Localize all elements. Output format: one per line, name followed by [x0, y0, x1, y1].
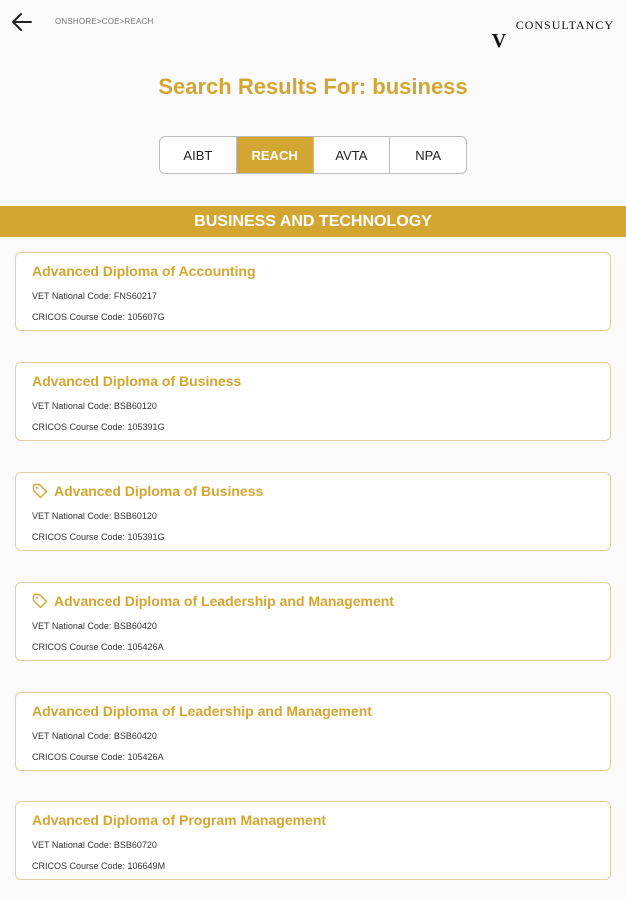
brand-logo: V CONSULTANCY — [491, 18, 614, 52]
course-title: Advanced Diploma of Program Management — [32, 812, 327, 828]
cricos-code: CRICOS Course Code: 105391G — [32, 422, 165, 432]
course-card[interactable] — [15, 252, 611, 331]
vet-code: VET National Code: FNS60217 — [32, 291, 157, 301]
course-card[interactable] — [15, 472, 611, 551]
logo-text: CONSULTANCY — [515, 18, 614, 32]
vet-code: VET National Code: BSB60120 — [32, 511, 157, 521]
course-title: Advanced Diploma of Leadership and Management — [32, 703, 372, 719]
tag-icon — [32, 483, 48, 499]
vet-code: VET National Code: BSB60420 — [32, 731, 157, 741]
cricos-code: CRICOS Course Code: 105391G — [32, 532, 165, 542]
back-arrow-icon[interactable] — [10, 10, 34, 34]
tab-npa[interactable]: NPA — [389, 137, 466, 173]
tab-reach[interactable]: REACH — [236, 137, 313, 173]
tab-avta[interactable]: AVTA — [313, 137, 390, 173]
tag-icon — [32, 593, 48, 609]
course-title: Advanced Diploma of Accounting — [32, 263, 256, 279]
course-card[interactable] — [15, 801, 611, 880]
top-bar — [0, 0, 626, 52]
vet-code: VET National Code: BSB60420 — [32, 621, 157, 631]
cricos-code: CRICOS Course Code: 105426A — [32, 752, 164, 762]
section-heading: BUSINESS AND TECHNOLOGY — [0, 206, 626, 237]
tab-aibt[interactable]: AIBT — [183, 147, 213, 163]
course-title: Advanced Diploma of Leadership and Management — [32, 593, 394, 609]
cricos-code: CRICOS Course Code: 106649M — [32, 861, 166, 871]
cricos-code: CRICOS Course Code: 105426A — [32, 642, 164, 652]
course-card[interactable] — [15, 362, 611, 441]
vet-code: VET National Code: BSB60720 — [32, 840, 157, 850]
course-title: Advanced Diploma of Business — [32, 483, 263, 499]
course-card[interactable] — [15, 582, 611, 661]
institution-tabs — [159, 136, 467, 174]
vet-code: VET National Code: BSB60120 — [32, 401, 157, 411]
page-title: Search Results For: business — [158, 74, 468, 99]
breadcrumb: ONSHORE>COE>REACH — [55, 17, 154, 26]
course-card[interactable] — [15, 692, 611, 771]
course-title: Advanced Diploma of Business — [32, 373, 242, 389]
cricos-code: CRICOS Course Code: 105607G — [32, 312, 165, 322]
